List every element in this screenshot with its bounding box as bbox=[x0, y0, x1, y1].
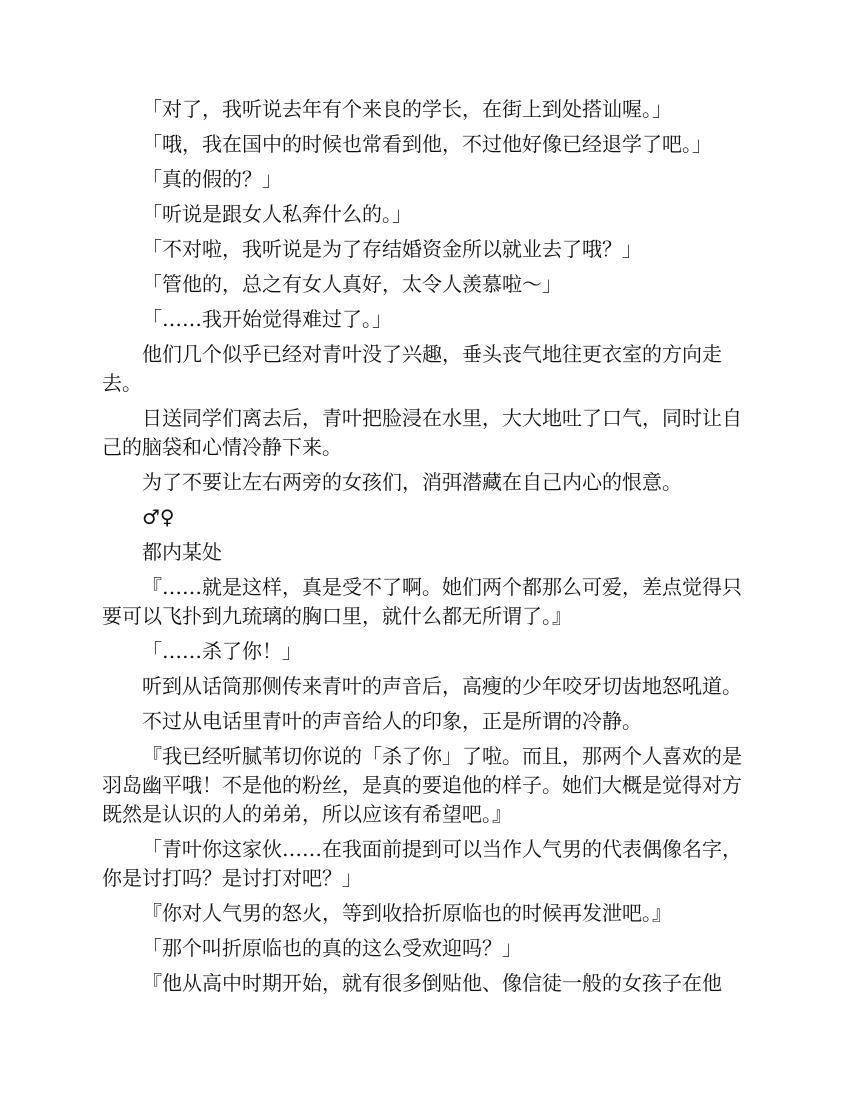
paragraph: 「青叶你这家伙……在我面前提到可以当作人气男的代表偶像名字，你是讨打吗？是讨打对吧？」 bbox=[102, 837, 742, 890]
paragraph: 「听说是跟女人私奔什么的。」 bbox=[142, 202, 412, 226]
paragraph: 『你对人气男的怒火，等到收拾折原临也的时候再发泄吧。』 bbox=[142, 901, 672, 925]
paragraph: 为了不要让左右两旁的女孩们，消弭潜藏在自己内心的恨意。 bbox=[142, 470, 682, 494]
paragraph: 「对了，我听说去年有个来良的学长，在街上到处搭讪喔。」 bbox=[142, 97, 672, 121]
scene-break: ♂♀ bbox=[142, 505, 175, 529]
paragraph: 『我已经听腻苇切你说的「杀了你」了啦。而且，那两个人喜欢的是羽岛幽平哦！不是他的粉丝，是真的要追他的样子。她们大概是觉得对方既然是认识的人的弟弟，所以应该有希望吧。』 bbox=[102, 744, 742, 826]
location-heading: 都内某处 bbox=[142, 540, 222, 564]
paragraph: 『……就是这样，真是受不了啊。她们两个都那么可爱，差点觉得只要可以飞扑到九琉璃的胸口里，就什么都无所谓了。』 bbox=[102, 575, 742, 628]
paragraph: 他们几个似乎已经对青叶没了兴趣，垂头丧气地往更衣室的方向走去。 bbox=[102, 342, 722, 395]
paragraph: 『他从高中时期开始，就有很多倒贴他、像信徒一般的女孩子在他 bbox=[142, 971, 722, 995]
paragraph: 「……我开始觉得难过了。」 bbox=[142, 307, 392, 331]
paragraph: 「那个叫折原临也的真的这么受欢迎吗？」 bbox=[142, 936, 522, 960]
paragraph: 「管他的，总之有女人真好，太令人羡慕啦～」 bbox=[142, 272, 562, 296]
paragraph: 听到从话筒那侧传来青叶的声音后，高瘦的少年咬牙切齿地怒吼道。 bbox=[142, 674, 742, 698]
paragraph: 日送同学们离去后，青叶把脸浸在水里，大大地吐了口气，同时让自己的脑袋和心情冷静下来。 bbox=[102, 406, 742, 459]
paragraph: 「哦，我在国中的时候也常看到他，不过他好像已经退学了吧。」 bbox=[142, 132, 712, 156]
paragraph: 「不对啦，我听说是为了存结婚资金所以就业去了哦？」 bbox=[142, 237, 642, 261]
paragraph: 「……杀了你！」 bbox=[142, 639, 302, 663]
paragraph: 不过从电话里青叶的声音给人的印象，正是所谓的冷静。 bbox=[142, 709, 642, 733]
paragraph: 「真的假的？」 bbox=[142, 167, 282, 191]
